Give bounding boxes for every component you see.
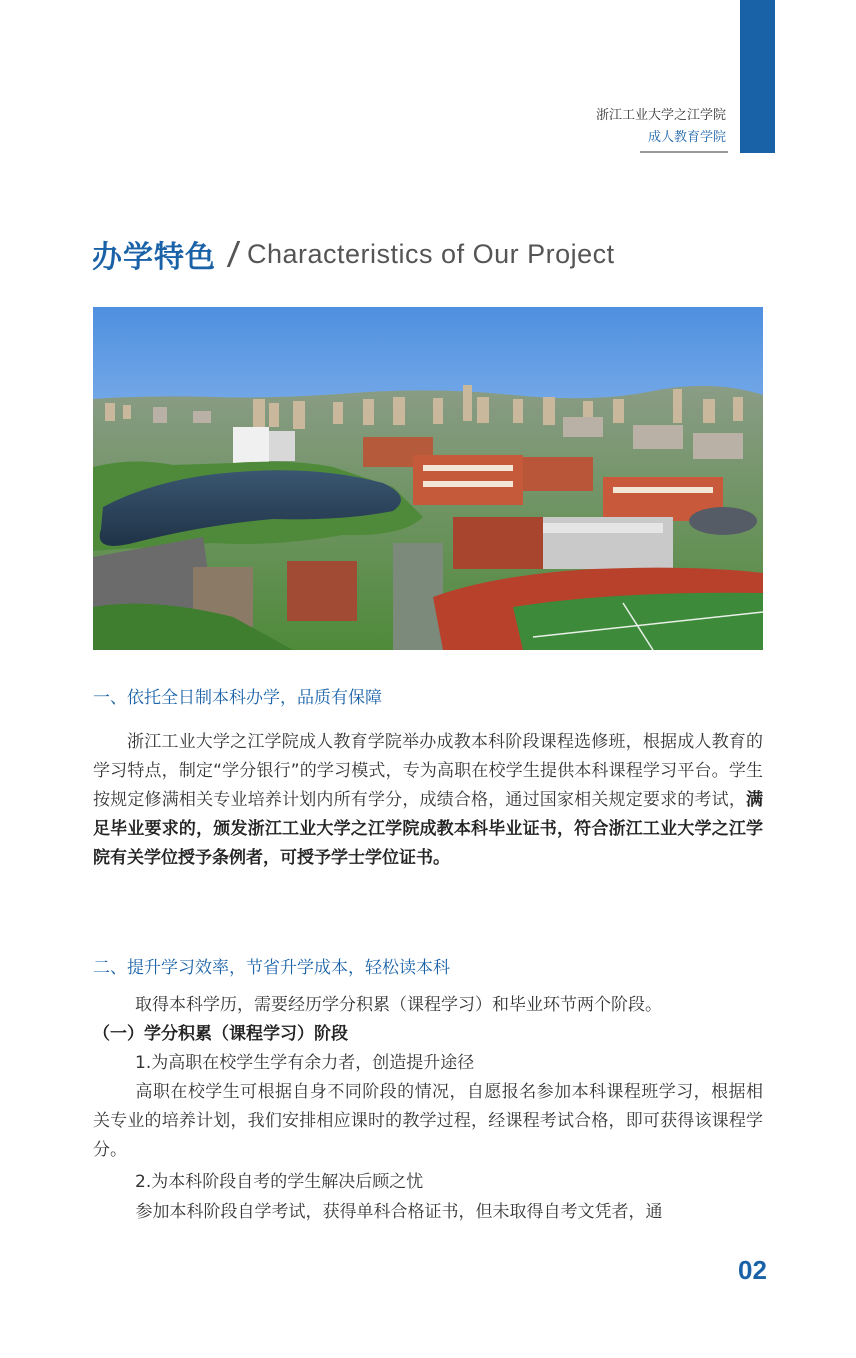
header-divider: [640, 151, 728, 153]
institution-name: 浙江工业大学之江学院: [595, 108, 726, 123]
part1-heading: 一、依托全日制本科办学，品质有保障: [93, 688, 382, 708]
part1-paragraph: [93, 728, 763, 873]
department-name: 成人教育学院: [647, 130, 726, 145]
section-heading: [92, 232, 615, 276]
page-number: 02: [738, 1255, 767, 1285]
item2-text: 参加本科阶段自学考试，获得单科合格证书，但未取得自考文凭者，通: [135, 1202, 663, 1222]
stage1-title: （一）学分积累（课程学习）阶段: [93, 1024, 348, 1044]
header-accent-bar: [740, 0, 775, 153]
part1-bold-text: 满足毕业要求的，颁发浙江工业大学之江学院成教本科毕业证书，符合浙江工业大学之江学院有关学位授予条例者，可授予学士学位证书。: [93, 790, 763, 868]
heading-slash-divider: [227, 241, 241, 267]
item1-title: 1.为高职在校学生学有余力者，创造提升途径: [135, 1053, 475, 1073]
campus-aerial-photo: [93, 307, 763, 650]
part2-intro: 取得本科学历，需要经历学分积累（课程学习）和毕业环节两个阶段。: [135, 995, 662, 1015]
part2-heading: 二、提升学习效率，节省升学成本，轻松读本科: [93, 958, 450, 978]
item2-title: 2.为本科阶段自考的学生解决后顾之忧: [135, 1172, 424, 1192]
section-title-cn: 办学特色: [92, 240, 216, 275]
item1-text: 高职在校学生可根据自身不同阶段的情况，自愿报名参加本科课程班学习，根据相关专业的培养计划，我们安排相应课时的教学过程，经课程考试合格，即可获得该课程学分。: [93, 1082, 763, 1160]
section-title-en: Characteristics of Our Project: [247, 238, 615, 269]
part1-text: 浙江工业大学之江学院成人教育学院举办成教本科阶段课程选修班，根据成人教育的学习特点，制定“学分银行”的学习模式，专为高职在校学生提供本科课程学习平台。学生按规定修满相关专业培养计划内所有学分，成绩合格，通过国家相关规定要求的考试，: [93, 732, 763, 810]
